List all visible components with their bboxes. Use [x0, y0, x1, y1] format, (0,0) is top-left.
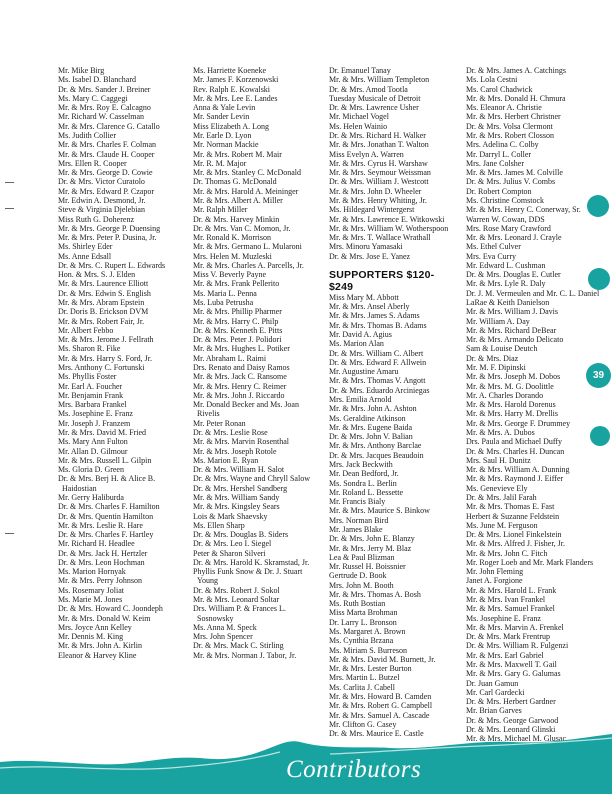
- donor-name: Mr. & Mrs. Thomas V. Angott: [329, 376, 426, 386]
- donor-name: Mr. & Mrs. Hughes L. Potiker: [193, 344, 290, 354]
- donor-name: Mr. & Mrs. Thomas B. Adams: [329, 320, 427, 330]
- donor-name: Mr. & Mrs. Eugene Baida: [329, 422, 413, 432]
- donor-name: Mr. & Mrs. Robert G. Campbell: [329, 701, 433, 711]
- donor-name: Mr. & Mrs. Leslie R. Hare: [58, 520, 143, 530]
- donor-name: Ms. Ellen Sharp: [193, 520, 245, 530]
- donor-name: Mr. & Mrs. William Templeton: [329, 75, 430, 85]
- donor-name: Ms. Cynthia Brzana: [329, 636, 394, 646]
- donor-name: Mr. & Mrs. Roy E. Calcagno: [58, 103, 151, 113]
- donor-name: Mr. James Blake: [329, 524, 383, 534]
- donor-name: Mr. Augustine Amaru: [329, 367, 399, 377]
- donor-name: Ms. Eleanor A. Christie: [466, 103, 542, 113]
- donor-name: Drs. Paula and Michael Duffy: [466, 437, 563, 447]
- donor-name: Ms. Marion E. Ryan: [193, 455, 259, 465]
- donor-name: Hon. & Mrs. S. J. Elden: [58, 270, 136, 280]
- donor-name: Mrs. John M. Booth: [329, 580, 394, 590]
- donor-name: Mr. & Mrs. Henry C. Conerway, Sr.: [466, 205, 581, 215]
- donor-column-1: [58, 66, 188, 660]
- donor-name: Mr. & Mrs. Ivan Frankel: [466, 595, 546, 605]
- donor-name: Dr. & Mrs. William H. Salot: [193, 465, 285, 475]
- donor-name: Mr. & Mrs. Stanley C. McDonald: [193, 168, 301, 178]
- margin-tick-mark: [5, 533, 14, 534]
- donor-name: Mr. & Mrs. Claude H. Cooper: [58, 149, 155, 159]
- donor-name: Mr. & Mrs. Harold L. Frank: [466, 585, 557, 595]
- donor-column-3: [329, 66, 461, 738]
- donor-name: Mr. & Mrs. Frank Pellerito: [193, 279, 280, 289]
- donor-name: Dr. & Mrs. Mack C. Stirling: [193, 641, 284, 651]
- donor-name: Dr. & Mrs. Quentin Hamilton: [58, 511, 154, 521]
- decorative-teal-dot: [590, 426, 610, 446]
- donor-name: Mrs. Norman Bird: [329, 515, 389, 525]
- donor-name: Mr. & Mrs. Clarence G. Catallo: [58, 121, 160, 131]
- donor-name: Dr. & Mrs. Leon Hochman: [58, 557, 145, 567]
- donor-name: Mr. & Mrs. Marvin Rosenthal: [193, 437, 289, 447]
- donor-name: Dr. & Mrs. Charles F. Hamilton: [58, 502, 160, 512]
- donor-name: Dr. & Mrs. Lawrence Usher: [329, 103, 419, 113]
- donor-name: Mrs. Emilia Arnold: [329, 395, 392, 404]
- donor-name: Mr. & Mrs. Lester Burton: [329, 664, 412, 674]
- page-number-badge: [586, 363, 611, 388]
- donor-name: Mrs. Saul H. Dunitz: [466, 455, 531, 465]
- donor-name: Mr. & Mrs. Edward P. Czapor: [58, 186, 154, 196]
- donor-name: Mr. & Mrs. Joseph M. Dobos: [466, 372, 561, 382]
- donor-name: Dr. & Mrs. Jack H. Hertzler: [58, 548, 148, 558]
- donor-name: Mr. Brian Garves: [466, 706, 522, 716]
- donor-name: Mr. & Mrs. Armando Delicato: [466, 335, 564, 345]
- donor-name: Mr. & Mrs. Abram Epstein: [58, 298, 145, 308]
- donor-name: Dr. & Mrs. Peter J. Polidori: [193, 335, 282, 345]
- donor-name: Mrs. Martin L. Butzel: [329, 673, 400, 683]
- donor-name: Dr. Juan Gamun: [466, 678, 519, 688]
- donor-name: Mr. Sander Levin: [193, 112, 250, 122]
- donor-name: Ms. Helen Wainio: [329, 121, 388, 131]
- donor-name: Mr. & Mrs. Leonard J. Crayle: [466, 233, 562, 243]
- donor-name: Ms. Geraldine Atkinson: [329, 413, 406, 423]
- donor-name: Mr. & Mrs. Peter P. Dusina, Jr.: [58, 233, 157, 243]
- donor-name: Ms. Josephine E. Franz: [58, 409, 133, 419]
- donor-name: Ms. Marion Alan: [329, 339, 384, 349]
- donor-name: Mr. Benjamin Frank: [58, 390, 124, 400]
- donor-name: Mr. & Mrs. Jerry M. Blaz: [329, 543, 412, 553]
- donor-name: Ms. Lola Cestni: [466, 75, 518, 85]
- donor-name: Mrs. Rose Mary Crawford: [466, 223, 551, 233]
- donor-name: Ms. Maria L. Penna: [193, 288, 257, 298]
- donor-name: Sam & Louise Deutch: [466, 344, 538, 354]
- donor-name: Mr. & Mrs. Earl Gabriel: [466, 650, 544, 660]
- donor-name: Mr. Richard W. Casselman: [58, 112, 144, 122]
- donor-name: Mr. & Mrs. Cyrus H. Warshaw: [329, 158, 428, 168]
- page-number: 39: [592, 370, 605, 381]
- donor-name: Mr. M. F. Dipinski: [466, 363, 526, 372]
- donor-name: Dr. & Mrs. Berj H. & Alice B.: [58, 474, 156, 484]
- donor-name: Mr. & Mrs. Maurice S. Binkow: [329, 506, 430, 516]
- donor-name: Mr. Dennis M. King: [58, 632, 124, 642]
- donor-name: Mr. & Mrs. Leonard Soltar: [193, 595, 280, 605]
- donor-name: Dr. & Mrs. Edward F. Allwein: [329, 357, 427, 367]
- donor-name: Drs. William P. & Frances L.: [193, 604, 286, 614]
- donor-name: Mr. & Mrs. Samuel Frankel: [466, 604, 555, 614]
- donor-name: Mr. Donald Becker and Ms. Joan: [193, 400, 299, 410]
- donor-name: Mr. & Mrs. Raymond J. Eiffer: [466, 474, 564, 484]
- donor-column-4: [466, 66, 606, 771]
- donor-name: Dr. & Mrs. Amod Tootla: [329, 84, 408, 94]
- donor-name: Mr. & Mrs. Harry C. Philp: [193, 316, 279, 326]
- donor-name: Mr. Roland L. Bessette: [329, 487, 403, 497]
- donor-name: Ms. Marie M. Jones: [58, 595, 123, 605]
- donor-name: Mr. & Mrs. Jerome J. Fellrath: [58, 335, 154, 345]
- donor-name: Mr. Darryl L. Coller: [466, 149, 532, 159]
- donor-name: Ms. Harriette Koeneke: [193, 66, 267, 75]
- donor-name: Miss Evelyn A. Warren: [329, 149, 404, 159]
- donor-name: Warren W. Cowan, DDS: [466, 214, 545, 224]
- donor-name: Mr. Allan D. Gilmour: [58, 446, 128, 456]
- donor-name: Dr. & Mrs. Jacques Beaudoin: [329, 450, 424, 460]
- donor-name: Mr. Roger Loeb and Mr. Mark Flanders: [466, 557, 594, 567]
- donor-name: Ms. Ethel Culver: [466, 242, 521, 252]
- donor-name: Mr. & Mrs. Harold Dorenus: [466, 400, 556, 410]
- donor-name: Mr. A. Charles Dorando: [466, 390, 544, 400]
- donor-name: Young: [193, 576, 218, 586]
- donor-name: Ms. Carlita J. Cabell: [329, 682, 395, 692]
- donor-name: Mr. & Mrs. Lee E. Landes: [193, 93, 278, 103]
- donor-name: Mr. & Mrs. Harry S. Ford, Jr.: [58, 353, 153, 363]
- donor-name: Lea & Paul Blizman: [329, 552, 395, 562]
- donor-name: Mr. & Mrs. Richard DeBear: [466, 325, 557, 335]
- donor-name: Dr. & Mrs. Sander J. Breiner: [58, 84, 151, 94]
- donor-name: Herbert & Suzanne Feldstein: [466, 511, 560, 521]
- donor-name: Mr. & Mrs. John J. Riccardo: [193, 390, 285, 400]
- donor-name: Mr. & Mrs. Samuel A. Cascade: [329, 710, 430, 720]
- donor-name: Mr. & Mrs. Henry C. Reimer: [193, 381, 287, 391]
- donor-name: Dr. & Mrs. Leslie Rose: [193, 427, 268, 437]
- donor-column-2: [193, 66, 323, 660]
- donor-name: Dr. & Mrs. Hershel Sandberg: [193, 483, 288, 493]
- donor-name: Dr. & Mrs. William C. Albert: [329, 348, 424, 358]
- donor-name: Dr. & Mrs. Douglas E. Cutler: [466, 270, 561, 280]
- donor-name: Mr. & Mrs. Norman J. Tabor, Jr.: [193, 650, 297, 660]
- donor-name: Mr. & Mrs. Michael M. Glusac: [466, 734, 566, 744]
- donor-name: Mr. & Mrs. Donald H. Chmura: [466, 93, 566, 103]
- donor-name: Mr. & Mrs. Jonathan T. Walton: [329, 140, 429, 150]
- donor-name: Mrs. Joyce Ann Kelley: [58, 622, 132, 632]
- donor-name: Dr. & Mrs. Eduardo Arciniegas: [329, 385, 430, 395]
- donor-name: Dr. & Mrs. Volsa Clermont: [466, 121, 553, 131]
- donor-name: Gertrude D. Book: [329, 571, 387, 581]
- donor-name: Miss Mary M. Abbott: [329, 292, 399, 302]
- margin-tick-mark: [5, 208, 14, 209]
- donor-name: Mr. & Mrs. George F. Drummey: [466, 418, 571, 428]
- donor-name: Ms. Ruth Bostian: [329, 599, 386, 609]
- donor-name: Mr. Clifton G. Casey: [329, 719, 397, 729]
- donor-name: Tuesday Musicale of Detroit: [329, 93, 421, 103]
- donor-name: Eleanor & Harvey Kline: [58, 650, 137, 660]
- donor-name: Mr. & Mrs. William J. Davis: [466, 307, 558, 317]
- footer-title: Contributors: [286, 756, 422, 783]
- donor-name: Ms. June M. Ferguson: [466, 520, 538, 530]
- donor-name: Mrs. Adelina C. Colby: [466, 140, 539, 150]
- donor-name: Mr. & Mrs. Robert Closson: [466, 130, 555, 140]
- donor-name: Dr. & Mrs. Charles H. Duncan: [466, 446, 565, 456]
- donor-name: Mr. & Mrs. John D. Wheeler: [329, 186, 422, 196]
- donor-name: Dr. & Mrs. Lionel Finkelstein: [466, 530, 562, 540]
- donor-name: Dr. J. M. Vermeulen and Mr. C. L. Daniel: [466, 288, 600, 298]
- donor-name: Mr. Ralph Miller: [193, 205, 248, 215]
- donor-name: Mr. & Mrs. Germano L. Mularoni: [193, 242, 302, 252]
- donor-name: Mr. Norman Mackie: [193, 140, 259, 150]
- donor-name: Ms. Josephine E. Franz: [466, 613, 541, 623]
- donor-name: Ms. Judith Collier: [58, 130, 117, 140]
- donor-name: Dr. Emanuel Tanay: [329, 66, 391, 75]
- donor-name: Mr. John Fleming: [466, 567, 524, 577]
- donor-name: Mr. & Mrs. T. Wallace Wrathall: [329, 233, 431, 243]
- donor-name: Mr. & Mrs. Perry Johnson: [58, 576, 143, 586]
- donor-name: Mrs. Jane Colsher: [466, 158, 524, 168]
- donor-name: Dr. & Mrs. Douglas B. Siders: [193, 530, 289, 540]
- donor-name: Mr. & Mrs. John A. Kirlin: [58, 641, 143, 651]
- donor-name: Dr. & Mrs. Diaz: [466, 353, 519, 363]
- donor-name: Mr. Carl Gardecki: [466, 687, 525, 697]
- donor-name: Dr. & Mrs. Wayne and Chryll Salow: [193, 474, 310, 484]
- donor-name: Mr. & Mrs. Joseph Rotole: [193, 446, 277, 456]
- donor-name: Mr. & Mrs. Lawrence E. Witkowski: [329, 214, 445, 224]
- donor-name: Ms. Margaret A. Brown: [329, 627, 406, 637]
- donor-list-supporters: [329, 293, 461, 739]
- donor-name: Mr. & Mrs. Marvin A. Frenkel: [466, 622, 564, 632]
- donor-name: Mr. & Mrs. Thomas E. Fast: [466, 502, 555, 512]
- donor-name: Dr. & Mrs. James A. Catchings: [466, 66, 566, 75]
- donor-name: Mr. & Mrs. James M. Colville: [466, 168, 563, 178]
- donor-name: Mr. & Mrs. Thomas A. Bosh: [329, 589, 421, 599]
- donor-name: Ms. Carol Chadwick: [466, 84, 533, 94]
- donor-name: Haidostian: [58, 483, 97, 493]
- donor-name: Ms. Luba Petrusha: [193, 298, 254, 308]
- donor-name: Mr. & Mrs. Lyle R. Daly: [466, 279, 546, 289]
- donor-name: Mr. & Mrs. Jack C. Ransome: [193, 372, 287, 382]
- donor-name: Ms. Genevieve Ely: [466, 483, 528, 493]
- donor-name: Dr. & Mrs. Julius V. Combs: [466, 177, 556, 187]
- donor-name: Mrs. Jack Beckwith: [329, 459, 393, 469]
- donor-name: Dr. & Mrs. Richard H. Walker: [329, 130, 426, 140]
- donor-name: Mr. & Mrs. George P. Duensing: [58, 223, 161, 233]
- donor-name: Ms. Anne Edsall: [58, 251, 112, 261]
- donor-name: Dr. & Mrs. C. Rupert L. Edwards: [58, 260, 166, 270]
- donor-name: Miss V. Beverly Payne: [193, 270, 267, 280]
- donor-name: Mr. & Mrs. Anthony Barclae: [329, 441, 422, 451]
- donor-name: Mr. & Mrs. John A. Ashton: [329, 404, 417, 414]
- donor-name: Mr. & Mrs. William W. Wotherspoon: [329, 223, 449, 233]
- donor-name: Miss Marta Brohman: [329, 608, 398, 618]
- donor-name: Mr. David A. Agius: [329, 330, 392, 340]
- donor-name: Mr. & Mrs. Harry M. Drellis: [466, 409, 558, 419]
- donor-name: Mr. Peter Ronan: [193, 418, 246, 428]
- donor-name: Dr. Larry L. Bronson: [329, 617, 397, 627]
- donor-name: Dr. & Mrs. Howard C. Joondeph: [58, 604, 163, 614]
- donor-name: Dr. & Mrs. George Garwood: [466, 715, 559, 725]
- donor-name: Dr. & Mrs. Van C. Momon, Jr.: [193, 223, 291, 233]
- donor-name: Dr. Robert Compton: [466, 186, 532, 196]
- donor-name: Mr. & Mrs. Albert A. Miller: [193, 195, 283, 205]
- donor-name: Mr. Joseph J. Franzem: [58, 418, 131, 428]
- donor-name: Dr. & Mrs. Jalil Farah: [466, 492, 537, 502]
- donor-name: Mr. & Mrs. Alfred J. Fisher, Jr.: [466, 539, 566, 549]
- donor-name: Mr. & Mrs. Phillip Pharmer: [193, 307, 282, 317]
- donor-name: Ms. Anna M. Speck: [193, 622, 257, 632]
- donor-name: Mrs. Anthony C. Fortunski: [58, 363, 145, 372]
- donor-name: Dr. & Mrs. Kenneth E. Pitts: [193, 325, 283, 335]
- donor-name: Dr. & Mrs. Edwin S. English: [58, 288, 151, 298]
- donor-name: Mr. & Mrs. John C. Fitch: [466, 548, 548, 558]
- donor-name: Mr. Francis Bialy: [329, 497, 386, 507]
- donor-name: Mr. Albert Febbo: [58, 325, 114, 335]
- donor-name: Mr. & Mrs. William Sandy: [193, 492, 280, 502]
- donor-name: Mr. & Mrs. Seymour Weissman: [329, 168, 431, 178]
- donor-name: Ms. Sondra L. Berlin: [329, 478, 397, 488]
- donor-name: Mr. & Mrs. George D. Cowie: [58, 168, 153, 178]
- donor-list-continued: [329, 66, 461, 261]
- donor-name: Dr. & Mrs. Harvey Minkin: [193, 214, 280, 224]
- donor-name: Ms. Sharon R. Fike: [58, 344, 121, 354]
- donor-name: Mr. William A. Day: [466, 316, 530, 326]
- donor-name: Mrs. Barbara Frankel: [58, 400, 127, 410]
- donor-name: Miss Ruth G. Doherenz: [58, 214, 134, 224]
- donor-name: Mr. R. M. Major: [193, 158, 247, 168]
- donor-name: Mr. & Mrs. M. G. Doolittle: [466, 381, 554, 391]
- decorative-teal-dot: [588, 268, 610, 290]
- donor-name: Dr. & Mrs. John E. Blanzy: [329, 534, 415, 544]
- donor-name: Mr. Gerry Haliburda: [58, 492, 124, 502]
- donor-name: Steve & Virginia Djelebian: [58, 205, 145, 215]
- donor-name: Mr. Earle D. Lyon: [193, 130, 252, 140]
- donor-name: Ms. Mary Ann Fulton: [58, 437, 128, 447]
- donor-name: Drs. Renato and Daisy Ramos: [193, 363, 290, 372]
- donor-name: Mr. James F. Korzenowski: [193, 75, 279, 85]
- donor-name: Mr. & Mrs. David M. Fried: [58, 427, 146, 437]
- donor-name: Mr. Abraham L. Raimi: [193, 353, 267, 363]
- donor-name: Mr. Richard H. Headlee: [58, 539, 135, 549]
- donor-name: Anna & Yale Levin: [193, 103, 256, 113]
- donor-name: Dr. & Mrs. Herbert Gardner: [466, 697, 556, 707]
- donor-name: Ms. Isabel D. Blanchard: [58, 75, 136, 85]
- donor-name: Mr. & Mrs. William A. Dunning: [466, 465, 570, 475]
- donor-name: Mrs. John Spencer: [193, 632, 253, 642]
- donor-name: Ms. Shirley Eder: [58, 242, 113, 252]
- donor-name: Mr. & Mrs. Laurence Elliott: [58, 279, 149, 289]
- donor-name: Mr. Dean Bedford, Jr.: [329, 469, 399, 479]
- donor-name: Dr. & Mrs. Mark Frentrup: [466, 632, 550, 642]
- donor-name: Mr. & Mrs. Donald W. Keim: [58, 613, 151, 623]
- donor-name: Mr. Edwin A. Desmond, Jr.: [58, 195, 146, 205]
- donor-name: Mr. Russel H. Boissnier: [329, 562, 406, 572]
- donor-name: Mr. Earl A. Foucher: [58, 381, 123, 391]
- donor-name: Dr. Thomas G. McDonald: [193, 177, 277, 187]
- donor-name: Dr. & Mrs. Harold K. Skramstad, Jr.: [193, 557, 310, 567]
- donor-name: Mr. & Mrs. Harold A. Meininger: [193, 186, 299, 196]
- donor-name: Ms. Gloria D. Green: [58, 465, 124, 475]
- donor-name: Peter & Sharon Silveri: [193, 548, 266, 558]
- donor-name: Dr. & Mrs. Victor Curatolo: [58, 177, 145, 187]
- donor-name: Ms. Christine Comstock: [466, 195, 545, 205]
- donor-name: Mr. & Mrs. Russell L. Gilpin: [58, 455, 152, 465]
- donor-name: Ms. Rosemary Joliat: [58, 585, 124, 595]
- donor-name: Rivelis: [193, 409, 220, 419]
- donor-name: Mr. & Mrs. Howard B. Camden: [329, 692, 432, 701]
- donor-name: Mr. & Mrs. Charles F. Colman: [58, 140, 157, 150]
- donor-name: Miss Elizabeth A. Long: [193, 121, 269, 131]
- decorative-teal-dot: [587, 195, 609, 217]
- donor-name: Dr. & Mrs. Maurice E. Castle: [329, 729, 424, 739]
- donor-name: Dr. & Mrs. Leonard Glinski: [466, 724, 556, 734]
- donor-name: Mr. & Mrs. Kingsley Sears: [193, 502, 280, 512]
- donor-name: Mr. & Mrs. Maxwell T. Gail: [466, 660, 557, 669]
- donor-name: Mr. Edward L. Cushman: [466, 260, 546, 270]
- donor-name: Mr. Michael Vogel: [329, 112, 389, 122]
- donor-name: Sosnowsky: [193, 613, 234, 623]
- donor-name: Ms. Miriam S. Burreson: [329, 645, 407, 655]
- donor-name: Ms. Marion Hornyak: [58, 567, 126, 577]
- donor-name: Dr. & Mrs. John V. Balian: [329, 432, 413, 442]
- donor-name: Mr. Mike Birg: [58, 66, 105, 75]
- donor-name: Dr. & Mrs. William J. Westcott: [329, 177, 429, 187]
- donor-name: Dr. Doris B. Erickson DVM: [58, 307, 149, 317]
- donor-name: Dr. & Mrs. Leo I. Siegel: [193, 539, 272, 549]
- donor-name: Mr. & Mrs. Ansel Aberly: [329, 302, 410, 312]
- donor-name: Dr. & Mrs. William R. Fulgenzi: [466, 641, 569, 651]
- donor-name: Mr. & Mrs. Robert Fair, Jr.: [58, 316, 145, 326]
- donor-name: Mrs. Helen M. Muzleski: [193, 251, 272, 261]
- donor-name: Mr. & Mrs. David M. Burnett, Jr.: [329, 654, 436, 664]
- donor-name: Mr. & Mrs. Robert M. Mair: [193, 149, 282, 159]
- donor-name: Mr. & Mrs. A. Dubos: [466, 427, 535, 437]
- donor-name: Dr. & Mrs. Charles F. Hartley: [58, 530, 154, 540]
- margin-tick-mark: [5, 182, 14, 183]
- donor-name: LaRae & Keith Danielson: [466, 298, 550, 308]
- donor-name: Dr. & Mrs. Jose E. Yanez: [329, 251, 411, 261]
- donor-name: Mr. & Mrs. Gary G. Galumas: [466, 669, 561, 679]
- donor-name: Phyllis Funk Snow & Dr. J. Stuart: [193, 567, 303, 577]
- donor-name: Mr. & Mrs. Henry Whiting, Jr.: [329, 195, 427, 205]
- donor-name: Mrs. Eva Curry: [466, 251, 516, 261]
- donor-name: Mrs. Minoru Yamasaki: [329, 242, 403, 252]
- donor-name: Mr. & Mrs. Herbert Christner: [466, 112, 561, 122]
- donor-name: Mr. & Mrs. James S. Adams: [329, 311, 420, 321]
- donor-name: Ms. Phyllis Foster: [58, 372, 117, 382]
- donor-name: Mrs. Ellen R. Cooper: [58, 158, 127, 168]
- donor-name: Lois & Mark Shaevsky: [193, 511, 268, 521]
- donor-name: Mr. Ronald K. Morrison: [193, 233, 271, 243]
- section-heading-supporters: SUPPORTERS $120- $249: [329, 268, 435, 293]
- donor-name: Ms. Mary C. Caggegi: [58, 93, 128, 103]
- donor-name: Dr. & Mrs. Robert J. Sokol: [193, 585, 280, 595]
- donor-name: Mr. & Mrs. Charles A. Parcells, Jr.: [193, 260, 304, 270]
- donor-name: Janet A. Forgione: [466, 576, 523, 586]
- donor-name: Rev. Ralph E. Kowalski: [193, 84, 271, 94]
- donor-name: Ms. Hildegard Wintergerst: [329, 205, 415, 215]
